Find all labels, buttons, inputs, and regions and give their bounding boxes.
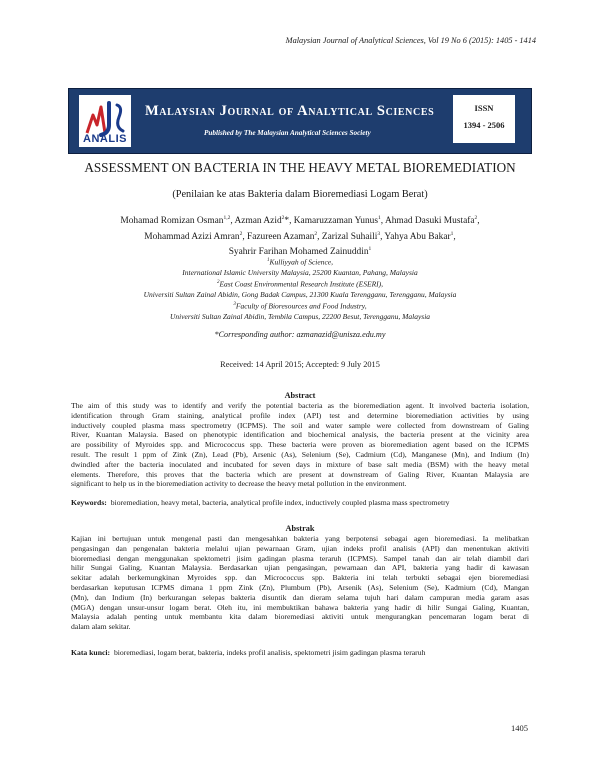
author-affiliation-mark: 3	[377, 230, 381, 237]
abstract-line: (MGA) dengan unsur-unsur logam berat. Oleh itu, ini membuktikan bahawa bakteria yang hadir di hilir Sungai Galing, Kuantan,	[71, 602, 529, 612]
article-title: ASSESSMENT ON BACTERIA IN THE HEAVY METAL BIOREMEDIATION	[84, 160, 516, 175]
running-head: Malaysian Journal of Analytical Sciences, Vol 19 No 6 (2015): 1405 - 1414	[285, 36, 536, 45]
author-affiliation-mark: 1	[450, 230, 454, 237]
author-separator: ,	[317, 231, 322, 242]
affiliation-text: Faculty of Bioresources and Food Industry,	[235, 301, 367, 311]
author-name: Mohamad Romizan Osman	[120, 216, 224, 227]
affiliation-mark: 3	[233, 301, 236, 307]
abstract-line: River, Kuantan Malaysia. Based on phenotypic identification and biochemical analysis, the bacteria present at the vicinity area	[71, 430, 529, 440]
author-affiliation-mark: 2	[239, 230, 243, 237]
issn-box	[453, 95, 515, 143]
affiliation-text: Kulliyyah of Science,	[269, 257, 334, 267]
journal-banner	[68, 88, 532, 154]
abstract-line: inductively coupled plasma mass spectrometry (ICPMS). The soil and water sample were collected from downstream of Galing	[71, 420, 529, 430]
affiliation-mark: 2	[216, 279, 220, 285]
abstract-line: result. The result 1 ppm of Zink (Zn), Lead (Pb), Arsenic (As), Selenium (Se), Cadmium (Cd), Manganese (Mn), and Indium (In)	[71, 449, 529, 459]
abstract-line: dwindled after the bacteria inoculated and incubated for seven days in mixture of base salt media (BSM) with the heavy metal	[71, 459, 529, 469]
author-name: Syahrir Farihan Mohamed Zainuddin	[228, 247, 369, 258]
author-name: Zarizal Suhaili	[321, 231, 378, 242]
publisher-line: Published by The Malaysian Analytical Sciences Society	[204, 129, 371, 137]
author-affiliation-mark: 2	[314, 230, 318, 237]
affiliation-line	[60, 256, 540, 268]
author-separator: ,	[380, 231, 385, 242]
keywords	[71, 498, 541, 508]
affiliation-text: Universiti Sultan Zainal Abidin, Gong Badak Campus, 21300 Kuala Terengganu, Terengganu, Malaysia	[143, 289, 457, 299]
received-dates: Received: 14 April 2015; Accepted: 9 July 2015	[220, 360, 380, 369]
abstract-line: hilir Sungai Galing, Kuantan Malaysia. Berdasarkan ujian pengasingan, pewarnaan dan API, bakteria yang hadir di kawasan	[71, 563, 529, 573]
kata-kunci	[71, 648, 541, 658]
author-separator: ,	[453, 231, 456, 242]
abstract-line: berdasarkan keputusan ICPMS dimana 1 ppm Zink (Zn), Plumbum (Pb), Arsenik (As), Selenium (Se), Kadmium (Cd), Mangan	[71, 582, 529, 592]
article-subtitle: (Penilaian ke atas Bakteria dalam Bioremediasi Logam Berat)	[172, 189, 428, 200]
logo-text: ANALIS	[83, 133, 127, 145]
affiliations	[60, 256, 540, 322]
author-affiliation-mark: 1	[378, 215, 381, 221]
author-name: Mohammad Azizi Amran	[144, 231, 240, 242]
author-affiliation-mark: 2	[474, 215, 478, 221]
issn-number: 1394 - 2506	[463, 120, 505, 130]
affiliation-line	[60, 268, 540, 278]
abstract-line: significant to help us in the bioremediation activity to decrease the heavy metal pollution in the environment.	[71, 479, 407, 489]
journal-name: Malaysian Journal of Analytical Sciences	[145, 103, 435, 119]
author-separator: ,	[230, 216, 235, 227]
abstract-line: pengasingan dan pengenalan bakteria melalui ujian pewarnaan Gram, ujian indeks profil analisis (API) dan menentukan aktiviti	[71, 543, 529, 553]
corresponding-author: *Corresponding author: azmanazid@unisza.edu.my	[214, 330, 386, 339]
author-separator: *,	[284, 216, 294, 227]
affiliation-mark: 1	[266, 258, 270, 263]
issn-label: ISSN	[474, 103, 494, 113]
author-affiliation-mark: 2	[281, 215, 285, 221]
author-list	[90, 212, 510, 259]
abstract-line: sekitar adalah berkemungkinan Myroides spp. dan Micrococcus spp. Bakteria ini telah terbukti sebagai ejen bioremediasi	[71, 573, 529, 583]
author-affiliation-mark: 1,2	[223, 215, 231, 221]
page-number: 1405	[511, 723, 528, 733]
abstract-heading: Abstract	[284, 391, 316, 400]
author-name: Yahya Abu Bakar	[384, 231, 451, 242]
author-affiliation-mark: 1	[368, 246, 372, 253]
kata-kunci-label: Kata kunci:	[71, 648, 111, 657]
affiliation-text: International Islamic University Malaysia, 25200 Kuantan, Pahang, Malaysia	[182, 267, 418, 277]
abstract-line: are possibility of Myroides spp. and Micrococcus spp. These bacteria were proven as bioremediation agent based on the ICPMS	[71, 440, 529, 450]
abstrak-body	[71, 534, 529, 632]
abstract-line: elements. Therefore, this proves that the bacteria which are present at downstream of Galing River, Kuantan Malaysia are	[71, 469, 529, 479]
author-name: Fazureen Azaman	[247, 231, 315, 242]
analis-logo	[79, 95, 131, 147]
abstract-line: The aim of this study was to identify and verify the potential bacteria as the bioremediation agent. It involved bacteria isolation,	[71, 401, 529, 410]
author-separator: ,	[242, 231, 247, 242]
abstract-body	[71, 401, 529, 489]
abstrak-heading: Abstrak	[285, 524, 315, 533]
abstract-line: (Mn), dan Indium (In) berkurangan selepas bakteria disuntik dan dieram selama tujuh hari dalam campuran media garam asas	[71, 592, 529, 602]
kata-kunci-text: bioremediasi, logam berat, bakteria, indeks profil analisis, spektometri jisim gadingan plasma teraruh	[113, 648, 426, 657]
author-separator: ,	[380, 216, 385, 227]
affiliation-line	[60, 312, 540, 322]
abstract-line: Malaysia adalah penting untuk membantu kita dalam bioremediasi aktiviti untuk mengurangkan pencemaran logam berat di	[71, 612, 529, 622]
author-separator: ,	[477, 216, 480, 227]
abstract-line: Kajian ini bertujuan untuk mengenal pasti dan mengesahkan bakteria yang berpotensi sebagai agen bioremediasi. Ia melibatkan	[71, 534, 529, 543]
author-name: Ahmad Dasuki Mustafa	[384, 216, 475, 227]
affiliation-text: Universiti Sultan Zainal Abidin, Tembila Campus, 22200 Besut, Terengganu, Malaysia	[169, 311, 431, 321]
keywords-label: Keywords:	[71, 498, 107, 507]
affiliation-line	[60, 278, 540, 290]
author-name: Azman Azid	[234, 216, 282, 227]
affiliation-text: East Coast Environmental Research Institute (ESERI),	[219, 279, 384, 289]
affiliation-line	[60, 290, 540, 300]
abstract-line: dalam alam sekitar.	[71, 622, 131, 632]
author-name: Kamaruzzaman Yunus	[293, 216, 379, 227]
abstract-line: bioremediasi dengan menggunakan spektometri jisim gadingan plasma teraruh (ICPMS). Sampel tanah dan air telah diambil dari	[71, 553, 529, 563]
abstract-line: identification through Gram staining, analytical profile index (API) test and determine bioremediation activities by using	[71, 410, 529, 420]
keywords-text: bioremediation, heavy metal, bacteria, analytical profile index, inductively coupled plasma mass spectrometry	[110, 498, 450, 507]
affiliation-line	[60, 300, 540, 312]
